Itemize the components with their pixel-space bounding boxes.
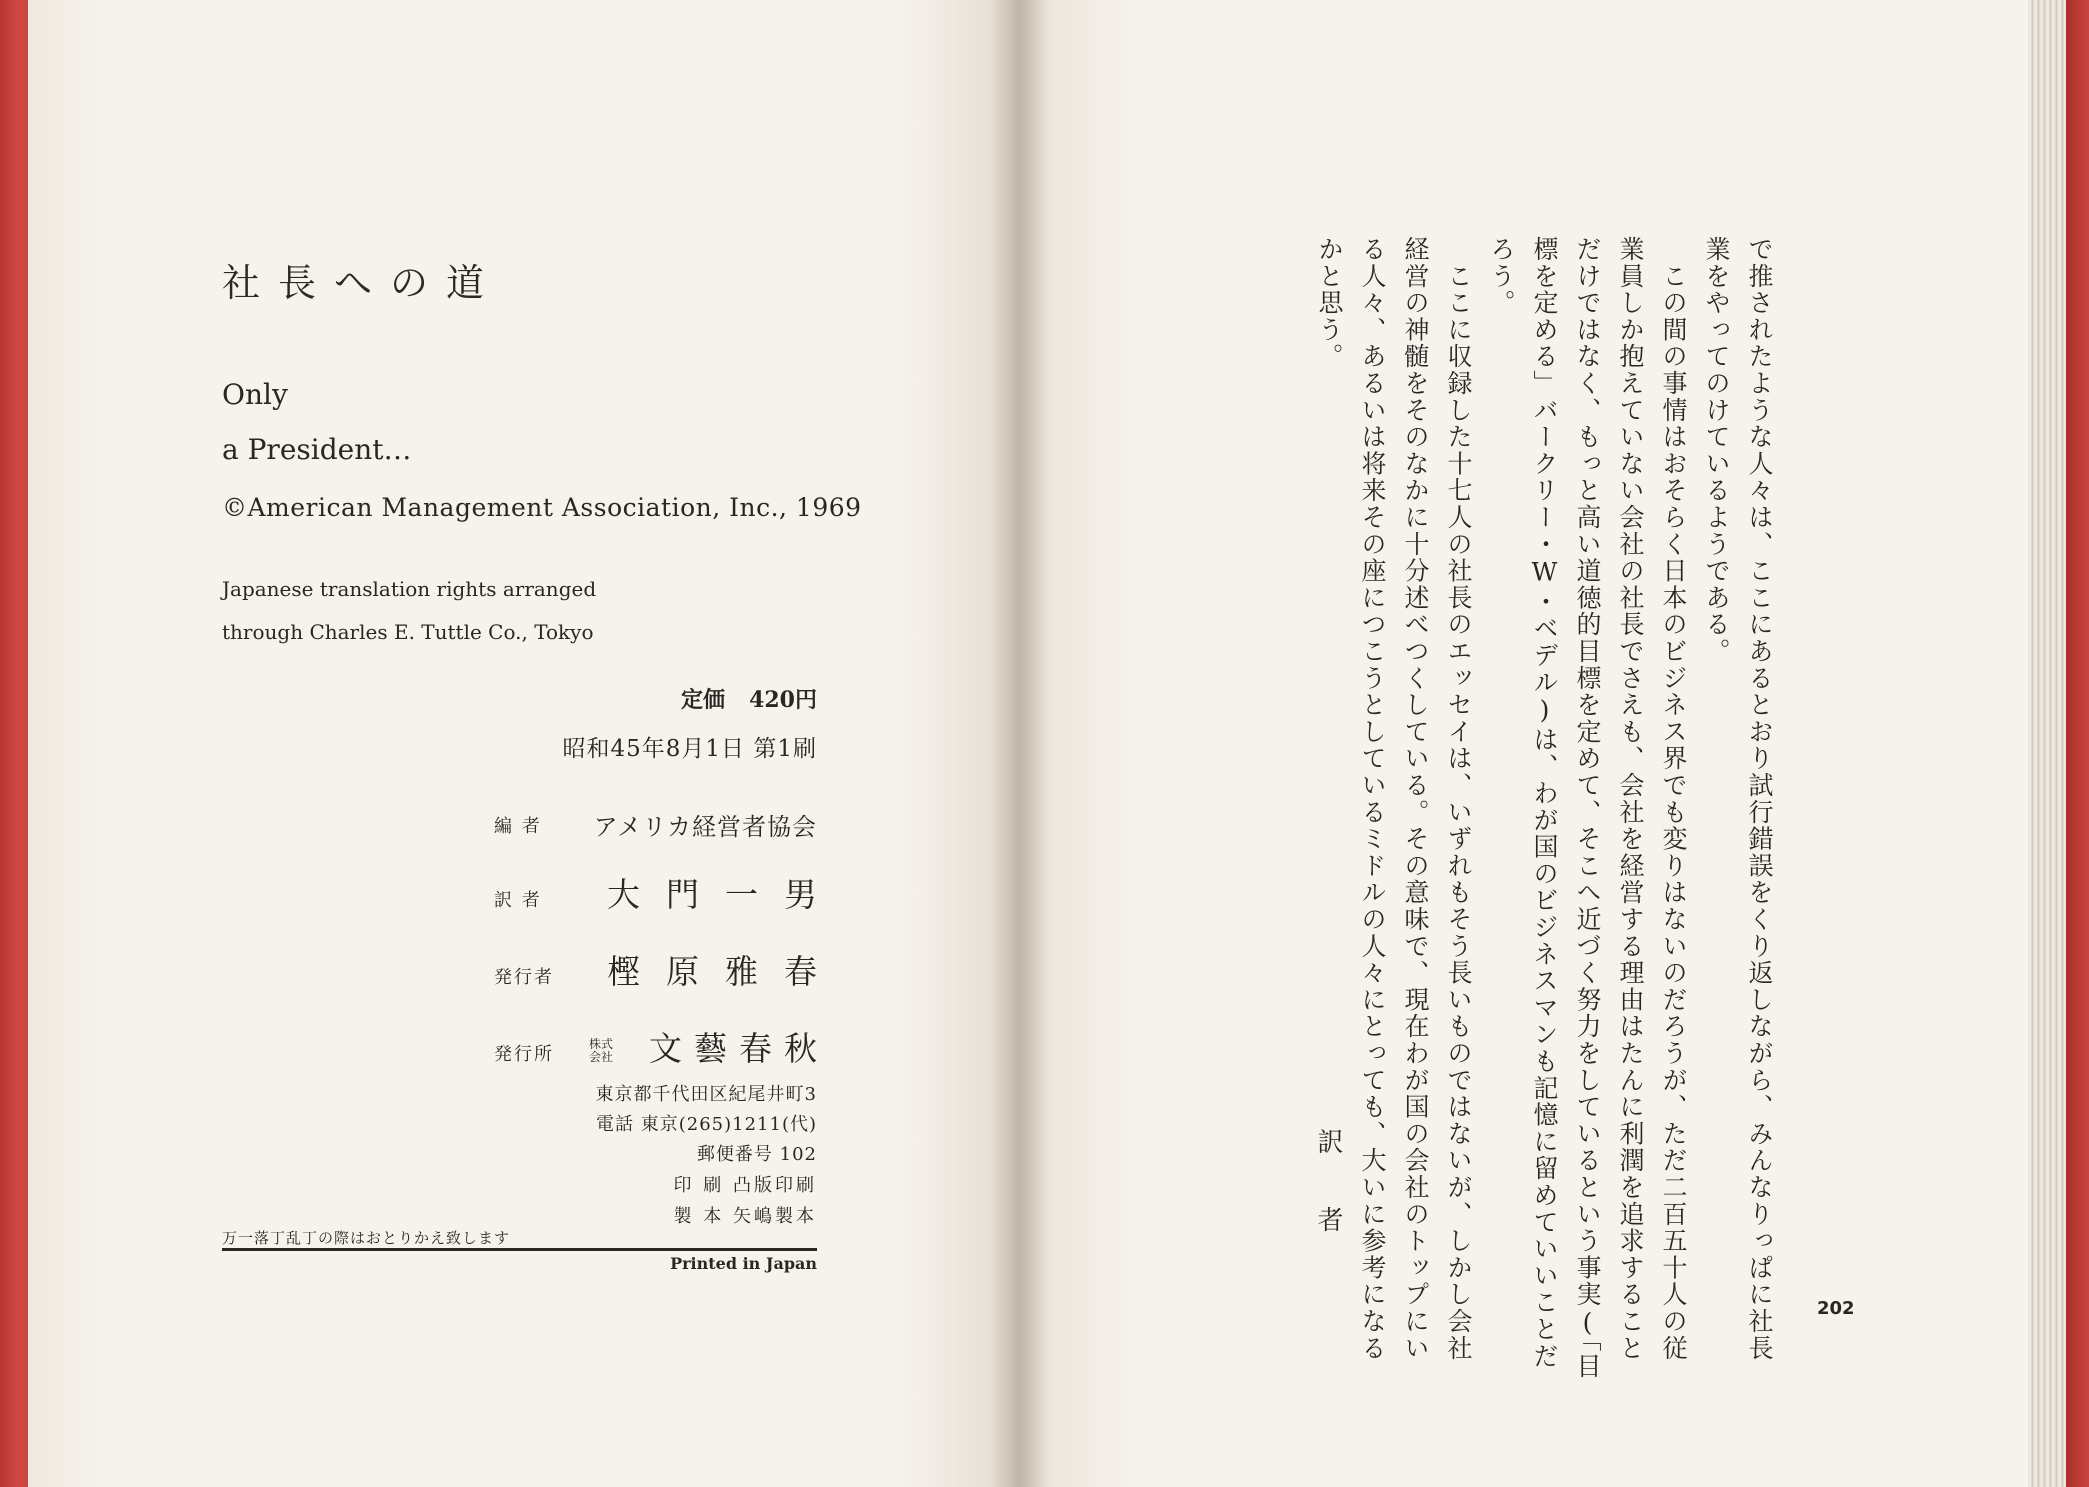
text-column: 経営の神髄をそのなかに十分述べつくしている。その意味で、現在わが国の会社のトップにい	[1401, 236, 1430, 1362]
text-column: る人々、あるいは将来その座につこうとしているミドルの人々にとっても、大いに参考になる	[1358, 236, 1387, 1362]
rights-line2: through Charles E. Tuttle Co., Tokyo	[222, 620, 594, 644]
text-column: かと思う。	[1315, 236, 1344, 370]
company-type: 株式会社	[588, 1037, 613, 1064]
text-column: ここに収録した十七人の社長のエッセイは、いずれもそう長いものではないが、しかし会社	[1444, 236, 1473, 1362]
price	[681, 683, 817, 714]
page-edges	[2028, 0, 2068, 1487]
price-value: 420円	[749, 687, 817, 713]
english-title-line1: Only	[222, 378, 288, 411]
cover-edge-left	[0, 0, 30, 1487]
page-number: 202	[1817, 1298, 1855, 1319]
address: 東京都千代田区紀尾井町3	[595, 1084, 817, 1105]
editor-label: 編 者	[494, 816, 542, 837]
text-column: 標を定める」バークリー・W・ベデル)は、わが国のビジネスマンも記憶に留めていいことだ	[1530, 236, 1559, 1370]
credit-publishing-house	[494, 1020, 829, 1070]
printed-in: Printed in Japan	[670, 1254, 817, 1273]
credit-translator	[494, 866, 843, 916]
house-label: 発行所	[494, 1044, 554, 1065]
postal-code: 郵便番号 102	[696, 1144, 817, 1165]
editor-name: アメリカ経営者協会	[593, 813, 817, 841]
text-column: 業をやってのけているようである。	[1702, 236, 1731, 665]
text-column: だけではなく、もっと高い道徳的目標を定めて、そこへ近づく努力をしているという事実(「目	[1573, 236, 1602, 1380]
misprint-notice: 万一落丁乱丁の際はおとりかえ致します	[222, 1229, 511, 1247]
signature: 訳者	[1313, 1128, 1343, 1284]
divider-rule	[222, 1248, 817, 1251]
copyright-notice: ©American Management Association, Inc., 1969	[222, 493, 862, 522]
english-title-line2: a President…	[222, 433, 412, 466]
printer: 印 刷 凸版印刷	[673, 1175, 817, 1196]
left-page	[28, 0, 1018, 1487]
edition-date: 昭和45年8月1日 第1刷	[562, 736, 817, 762]
cover-edge-right	[2066, 0, 2089, 1487]
right-page	[1018, 0, 2028, 1487]
text-column: ろう。	[1487, 236, 1516, 317]
price-label: 定価	[681, 687, 726, 713]
rights-line1: Japanese translation rights arranged	[222, 577, 597, 601]
publisher-name: 樫原雅春	[607, 952, 843, 991]
translator-label: 訳 者	[494, 890, 542, 911]
gutter-shadow	[990, 0, 1050, 1487]
text-column: この間の事情はおそらく日本のビジネス界でも変りはないのだろうが、ただ二百五十人の従	[1659, 236, 1688, 1362]
japanese-title: 社長への道	[222, 261, 503, 305]
phone: 電話 東京(265)1211(代)	[596, 1114, 817, 1135]
binder: 製 本 矢嶋製本	[673, 1206, 817, 1227]
text-column: 業員しか抱えていない会社の社長でさえも、会社を経営する理由はたんに利潤を追求すること	[1616, 236, 1645, 1362]
translator-name: 大門一男	[607, 875, 843, 914]
publisher-label: 発行者	[494, 967, 554, 988]
house-name: 文藝春秋	[649, 1029, 829, 1068]
credit-publisher	[494, 943, 843, 993]
text-column: で推されたような人々は、ここにあるとおり試行錯誤をくり返しながら、みんなりっぱに社長	[1745, 236, 1774, 1362]
credit-editor	[494, 792, 817, 842]
